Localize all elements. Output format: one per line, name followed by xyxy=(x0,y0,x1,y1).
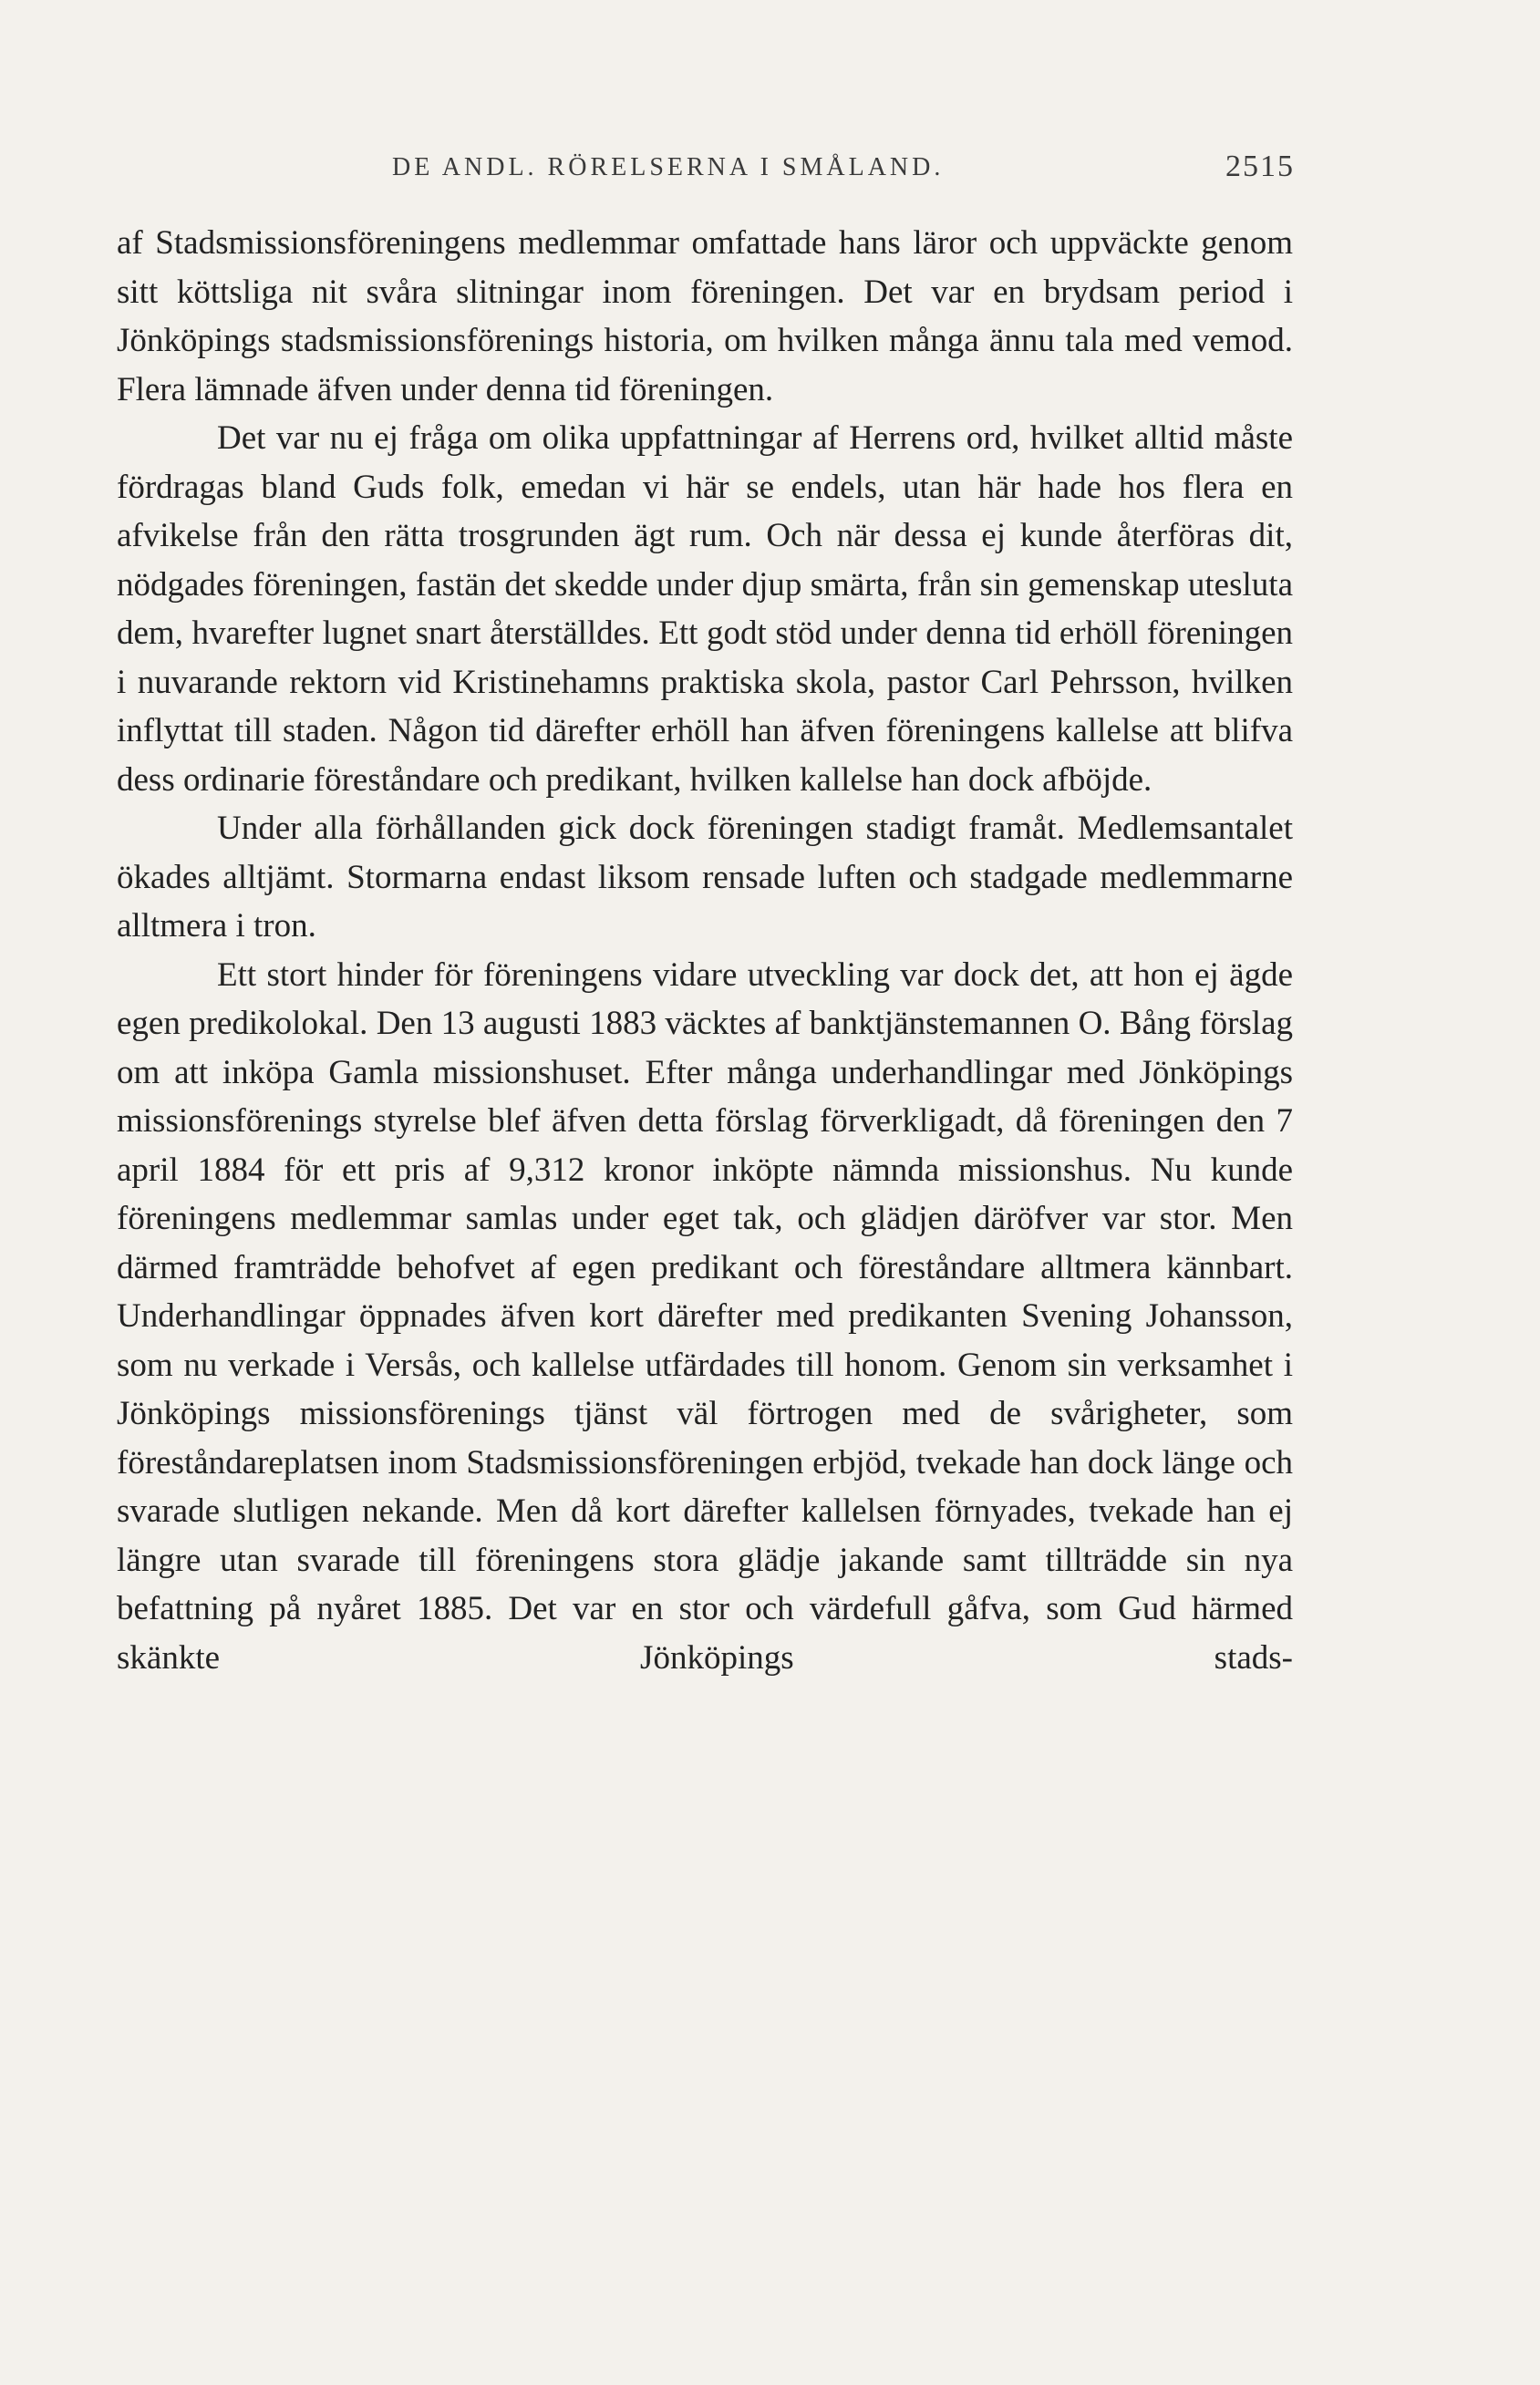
running-head: DE ANDL. RÖRELSERNA I SMÅLAND. xyxy=(392,153,945,181)
paragraph-1: af Stadsmissionsföreningens medlemmar omfattade hans läror och uppväckte genom sitt köttsliga nit svåra slitningar inom föreningen. Det var en brydsam period i Jönköpings stadsmissionsförenings historia, om hvilken många ännu tala med vemod. Flera lämnade äfven under denna tid föreningen. xyxy=(117,224,1293,408)
page-number: 2515 xyxy=(1225,150,1295,183)
body-text xyxy=(117,219,1293,1682)
paragraph-3: Under alla förhållanden gick dock föreningen stadigt framåt. Medlemsantalet ökades alltjämt. Stormarna endast liksom rensade luften och stadgade medlemmarne alltmera i tron. xyxy=(117,810,1293,945)
page-header xyxy=(119,146,1295,201)
paragraph-2: Det var nu ej fråga om olika uppfattningar af Herrens ord, hvilket alltid måste fördragas bland Guds folk, emedan vi här se endels, utan här hade hos flera en afvikelse från den rätta trosgrunden ägt rum. Och när dessa ej kunde återföras dit, nödgades föreningen, fastän det skedde under djup smärta, från sin gemenskap utesluta dem, hvarefter lugnet snart återställdes. Ett godt stöd under denna tid erhöll föreningen i nuvarande rektorn vid Kristinehamns praktiska skola, pastor Carl Pehrsson, hvilken inflyttat till staden. Någon tid därefter erhöll han äfven föreningens kallelse att blifva dess ordinarie föreståndare och predikant, hvilken kallelse han dock afböjde. xyxy=(117,419,1293,799)
paragraph-4: Ett stort hinder för föreningens vidare utveckling var dock det, att hon ej ägde egen predikolokal. Den 13 augusti 1883 väcktes af banktjänstemannen O. Bång förslag om att inköpa Gamla missionshuset. Efter många underhandlingar med Jönköpings missionsförenings styrelse blef äfven detta förslag förverkligadt, då föreningen den 7 april 1884 för ett pris af 9,312 kronor inköpte nämnda missionshus. Nu kunde föreningens medlemmar samlas under eget tak, och glädjen däröfver var stor. Men därmed framträdde behofvet af egen predikant och föreståndare alltmera kännbart. Underhandlingar öppnades äfven kort därefter med predikanten Svening Johansson, som nu verkade i Versås, och kallelse utfärdades till honom. Genom sin verksamhet i Jönköpings missionsförenings tjänst väl förtrogen med de svårigheter, som föreståndareplatsen inom Stadsmissionsföreningen erbjöd, tvekade han dock länge och svarade slutligen nekande. Men då kort därefter kallelsen förnyades, tvekade han ej längre utan svarade till föreningens stora glädje jakande samt tillträdde sin nya befattning på nyåret 1885. Det var en stor och värdefull gåfva, som Gud härmed skänkte Jönköpings stads- xyxy=(117,955,1293,1677)
